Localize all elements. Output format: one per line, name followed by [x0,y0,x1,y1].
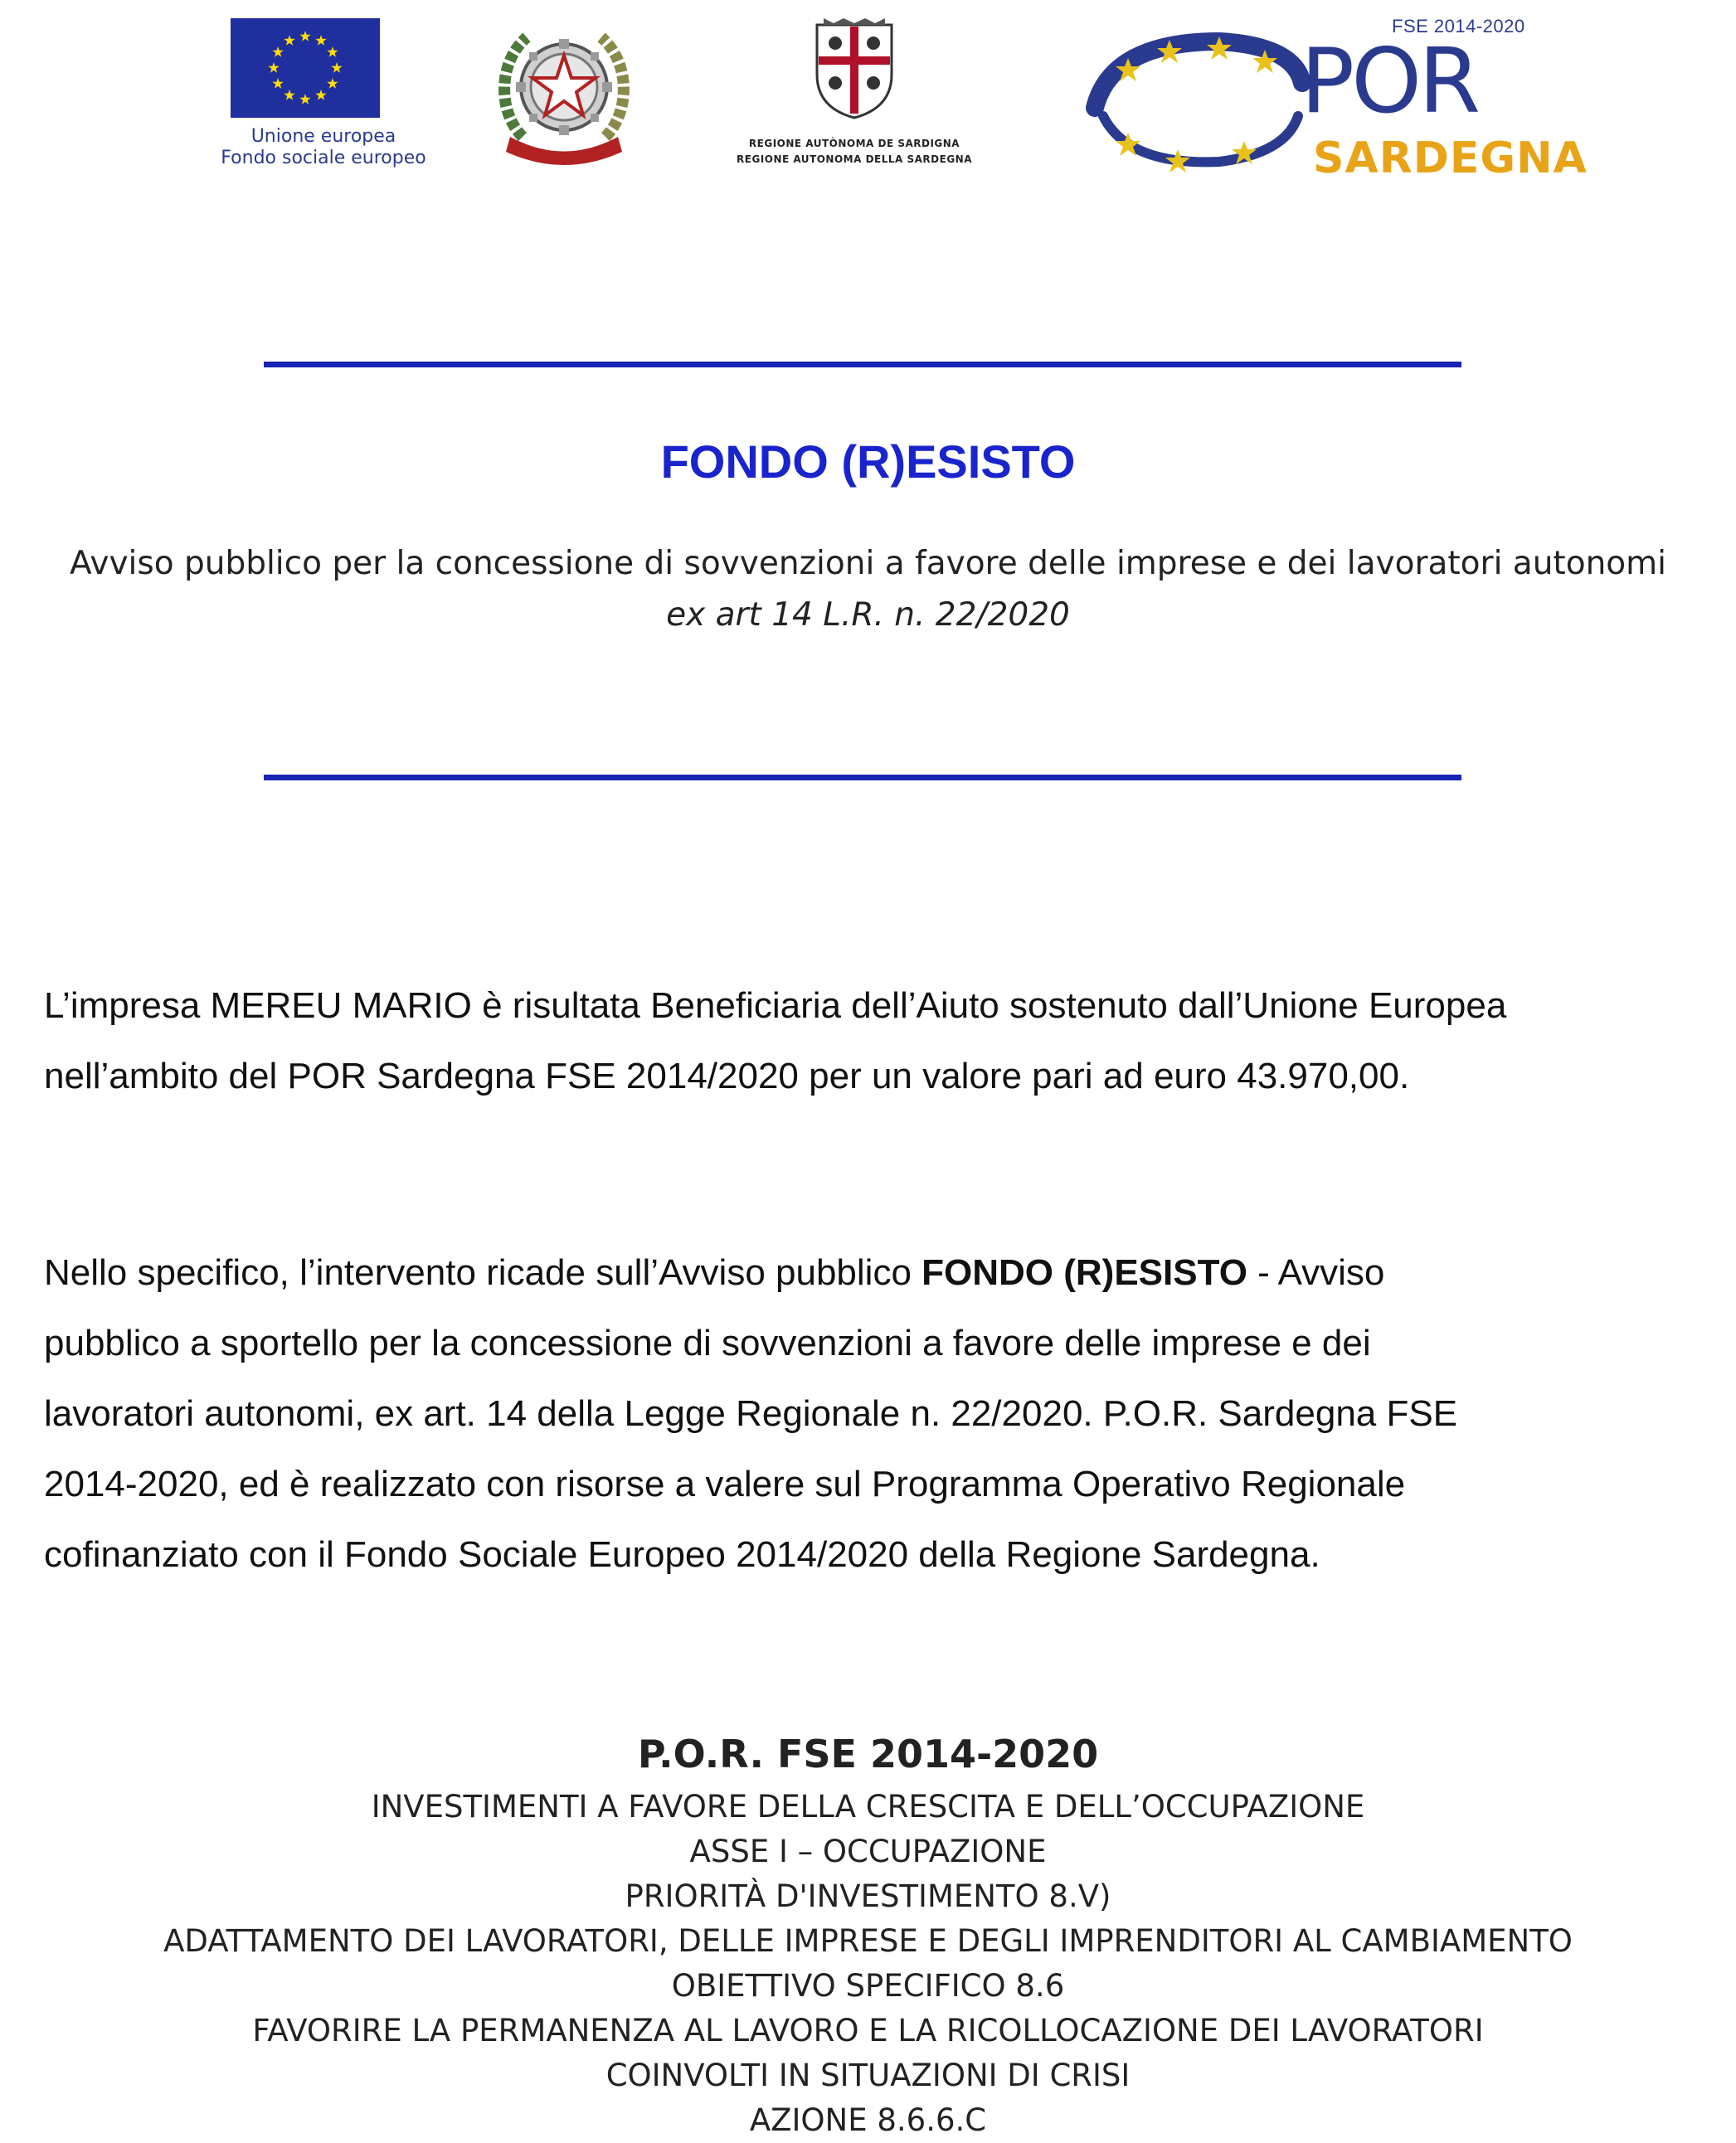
eu-star-icon [284,35,294,46]
repubblica-italiana-emblem-icon [489,12,639,170]
eu-logo [221,17,426,174]
eu-star-icon [315,35,326,46]
eu-logo-line2: Fondo sociale europeo [221,148,426,168]
subtitle: Avviso pubblico per la concessione di sovvenzioni a favore delle imprese e dei lavoratori autonomi [70,545,1666,582]
ras-caption [722,136,987,168]
footer-line: OBIETTIVO SPECIFICO 8.6 [671,1968,1065,2004]
paragraph-line [44,1237,1703,1308]
fund-name-bold: FONDO (R)ESISTO [921,1252,1247,1293]
footer-line: ADATTAMENTO DEI LAVORATORI, DELLE IMPRESE E DEGLI IMPRENDITORI AL CAMBIAMENTO [163,1923,1573,1959]
por-wordmark: POR [1301,30,1478,134]
ras-line1: REGIONE AUTÒNOMA DE SARDIGNA [748,138,960,149]
por-sardegna-logo [1078,12,1588,183]
sardegna-crest-icon [809,17,900,120]
regione-sardegna-logo [722,17,987,174]
eu-logo-caption [199,126,448,169]
por-swirl-icon [1078,25,1311,174]
por-region-label: SARDEGNA [1313,134,1588,183]
footer-heading: P.O.R. FSE 2014-2020 [637,1732,1099,1776]
eu-star-icon [284,90,294,100]
footer-line: ASSE I – OCCUPAZIONE [689,1834,1047,1869]
paragraph-line: lavoratori autonomi, ex art. 14 della Legge Regionale n. 22/2020. P.O.R. Sardegna FSE [44,1393,1458,1434]
eu-star-icon [331,62,342,73]
eu-star-icon [327,46,338,57]
paragraph-line: L’impresa MEREU MARIO è risultata Beneficiaria dell’Aiuto sostenuto dall’Unione Europea [44,985,1507,1026]
paragraph-line: cofinanziato con il Fondo Sociale Europeo 2014/2020 della Regione Sardegna. [44,1534,1320,1575]
eu-star-icon [315,90,326,100]
footer-line: FAVORIRE LA PERMANENZA AL LAVORO E LA RICOLLOCAZIONE DEI LAVORATORI [252,2013,1484,2048]
ras-line2: REGIONE AUTONOMA DELLA SARDEGNA [737,153,972,165]
paragraph-line: 2014-2020, ed è realizzato con risorse a valere sul Programma Operativo Regionale [44,1464,1406,1504]
eu-flag-icon [231,18,380,118]
footer-line: INVESTIMENTI A FAVORE DELLA CRESCITA E DELL’OCCUPAZIONE [371,1789,1365,1825]
eu-star-icon [299,31,310,41]
por-fse-label: FSE 2014-2020 [1392,16,1525,36]
page-title: FONDO (R)ESISTO [660,435,1076,488]
bottom-divider [264,775,1461,780]
paragraph-line: pubblico a sportello per la concessione di sovvenzioni a favore delle imprese e dei [44,1323,1371,1363]
paragraph-line: nell’ambito del POR Sardegna FSE 2014/2020 per un valore pari ad euro 43.970,00. [44,1056,1410,1096]
eu-star-icon [327,78,338,89]
footer-line: AZIONE 8.6.6.C [749,2102,987,2138]
paragraph-text: Nello specifico, l’intervento ricade sull’Avviso pubblico [44,1252,922,1293]
beneficiary-paragraph [44,970,1703,1111]
top-divider [264,362,1461,367]
intervention-paragraph [44,1237,1703,1590]
paragraph-text: - Avviso [1247,1252,1385,1293]
eu-star-icon [268,62,279,73]
eu-star-icon [299,94,310,104]
footer-line: PRIORITÀ D'INVESTIMENTO 8.V) [625,1878,1111,1914]
program-footer [0,1725,1736,2143]
eu-logo-line1: Unione europea [250,126,396,147]
eu-star-icon [272,46,283,57]
eu-star-icon [272,78,283,89]
subtitle-reference: ex art 14 L.R. n. 22/2020 [666,596,1070,634]
footer-line: COINVOLTI IN SITUAZIONI DI CRISI [605,2058,1131,2093]
